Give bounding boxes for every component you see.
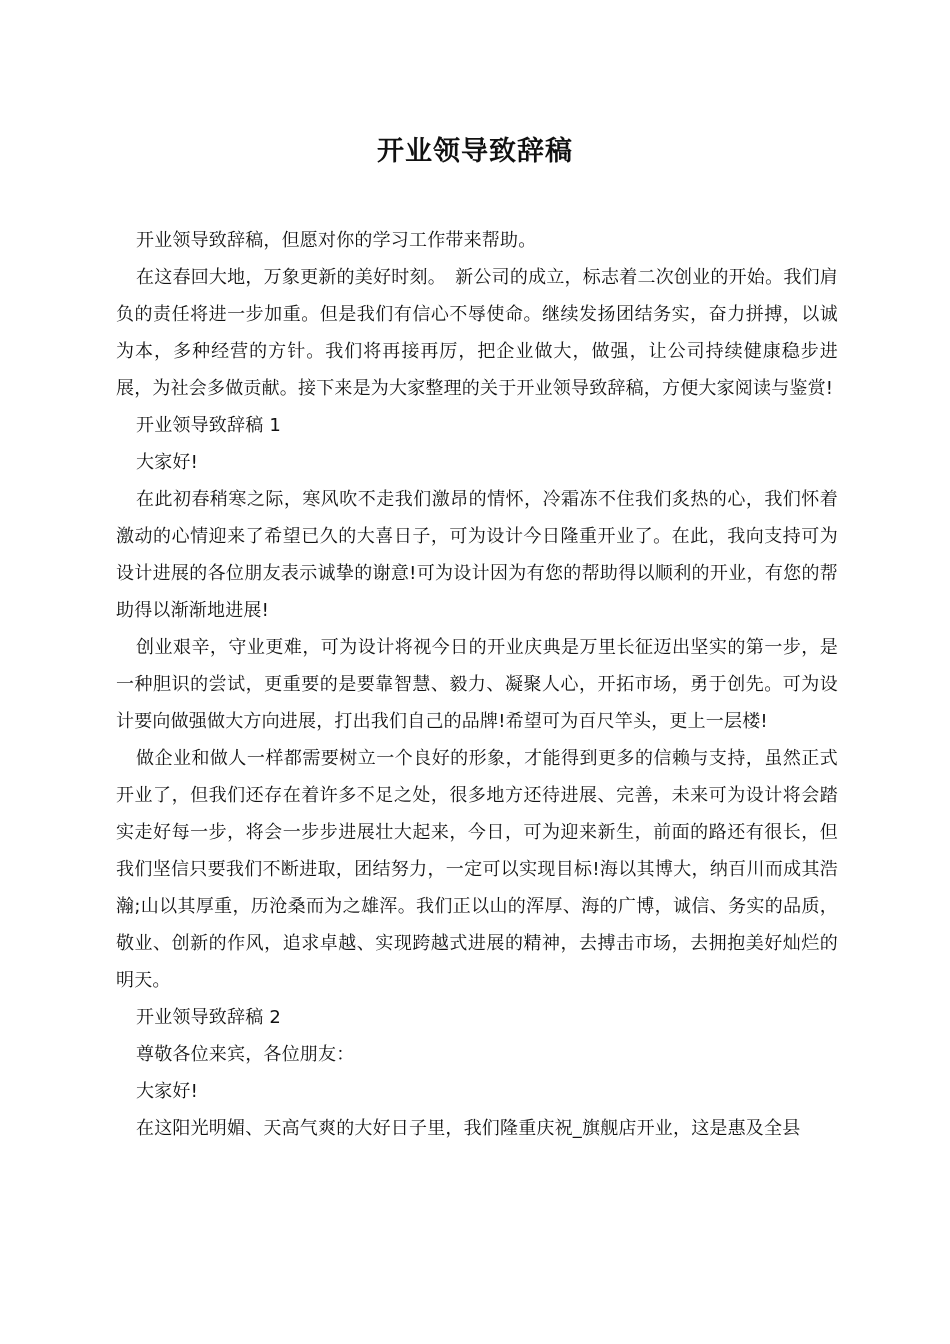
section-heading-1: 开业领导致辞稿 1 (136, 415, 281, 436)
paragraph: 做企业和做人一样都需要树立一个良好的形象，才能得到更多的信赖与支持，虽然正式开业了，但我们还存在着许多不足之处，很多地方还待进展、完善，未来可为设计将会踏实走好每一步，将会一步步进展壮大起来，今日，可为迎来新生，前面的路还有很长，但我们坚信只要我们不断进取，团结努力，一定可以实现目标!海以其博大，纳百川而成其浩瀚;山以其厚重，历沧桑而为之雄浑。我们正以山的浑厚、海的广博，诚信、务实的品质，敬业、创新的作风，追求卓越、实现跨越式进展的精神，去搏击市场，去拥抱美好灿烂的明天。 (116, 748, 838, 991)
paragraph: 在这阳光明媚、天高气爽的大好日子里，我们隆重庆祝_旗舰店开业，这是惠及全县 (136, 1118, 801, 1139)
document-title: 开业领导致辞稿 (377, 136, 573, 167)
paragraph-greeting: 大家好! (136, 1081, 199, 1102)
paragraph-greeting: 大家好! (136, 452, 199, 473)
paragraph-salutation: 尊敬各位来宾，各位朋友： (136, 1044, 355, 1065)
paragraph: 创业艰辛，守业更难，可为设计将视今日的开业庆典是万里长征迈出坚实的第一步，是一种胆识的尝试，更重要的是要靠智慧、毅力、凝聚人心，开拓市场，勇于创先。可为设计要向做强做大方向进展，打出我们自己的品牌!希望可为百尺竿头，更上一层楼! (116, 637, 838, 732)
paragraph-intro: 开业领导致辞稿，但愿对你的学习工作带来帮助。 (136, 230, 537, 251)
section-heading-2: 开业领导致辞稿 2 (136, 1007, 281, 1028)
paragraph-opening: 在这春回大地，万象更新的美好时刻。 新公司的成立，标志着二次创业的开始。我们肩负的责任将进一步加重。但是我们有信心不辱使命。继续发扬团结务实，奋力拼搏，以诚为本，多种经营的方针。我们将再接再厉，把企业做大，做强，让公司持续健康稳步进展，为社会多做贡献。接下来是为大家整理的关于开业领导致辞稿，方便大家阅读与鉴赏! (116, 267, 838, 399)
document-body (116, 222, 838, 1147)
paragraph: 在此初春稍寒之际，寒风吹不走我们激昂的情怀，冷霜冻不住我们炙热的心，我们怀着激动的心情迎来了希望已久的大喜日子，可为设计今日隆重开业了。在此，我向支持可为设计进展的各位朋友表示诚挚的谢意!可为设计因为有您的帮助得以顺利的开业，有您的帮助得以渐渐地进展! (116, 489, 838, 621)
